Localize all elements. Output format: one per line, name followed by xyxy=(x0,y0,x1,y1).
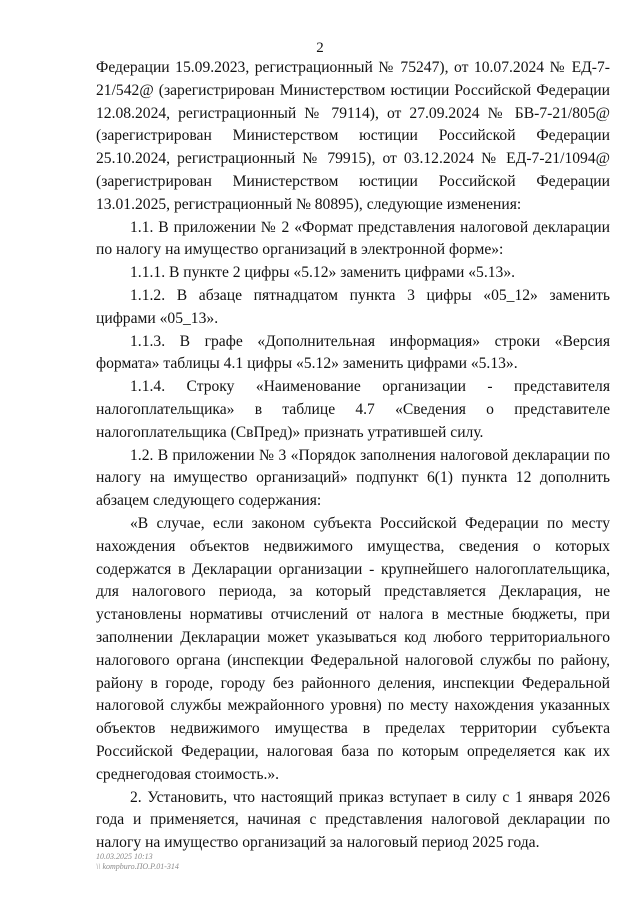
footer-file-path: \\ kompburo.ПО.Р.01-314 xyxy=(96,862,179,871)
print-stamp-footer xyxy=(96,852,179,872)
paragraph-quoted-addition: «В случае, если законом субъекта Российской Федерации по месту нахождения объектов недвижимого имущества, сведения о которых содержатся в Декларации организации - крупнейшего налогоплательщика, для налогового периода, за который представляется Декларация, не установлены нормативы отчислений от налога в местные бюджеты, при заполнении Декларации может указываться код любого территориального налогового органа (инспекции Федеральной налоговой службы по району, району в городе, городу без районного деления, инспекции Федеральной налоговой службы межрайонного уровня) по месту нахождения указанных объектов недвижимого имущества в пределах территории субъекта Российской Федерации, налоговая база по которым определяется как их среднегодовая стоимость.». xyxy=(96,514,610,783)
paragraph-1-2: 1.2. В приложении № 3 «Порядок заполнения налоговой декларации по налогу на имущество организаций» подпункт 6(1) пункта 12 дополнить абзацем следующего содержания: xyxy=(96,446,610,510)
paragraph-1-1-2: 1.1.2. В абзаце пятнадцатом пункта 3 цифры «05_12» заменить цифрами «05_13». xyxy=(96,286,610,327)
paragraph-1-1: 1.1. В приложении № 2 «Формат представления налоговой декларации по налогу на имущество организаций в электронной форме»: xyxy=(96,218,610,259)
paragraph-1-1-1: 1.1.1. В пункте 2 цифры «5.12» заменить цифрами «5.13». xyxy=(130,264,516,282)
page-number: 2 xyxy=(316,40,324,56)
paragraph-1-1-3: 1.1.3. В графе «Дополнительная информация» строки «Версия формата» таблицы 4.1 цифры «5.12» заменить цифрами «5.13». xyxy=(96,332,610,373)
paragraph-continuation: Федерации 15.09.2023, регистрационный № 75247), от 10.07.2024 № ЕД-7-21/542@ (зарегистрирован Министерством юстиции Российской Федерации 12.08.2024, регистрационный № 79114), от 27.09.2024 № БВ-7-21/805@ (зарегистрирован Министерством юстиции Российской Федерации 25.10.2024, регистрационный № 79915), от 03.12.2024 № ЕД-7-21/1094@ (зарегистрирован Министерством юстиции Российской Федерации 13.01.2025, регистрационный № 80895), следующие изменения: xyxy=(96,59,610,213)
paragraph-2: 2. Установить, что настоящий приказ вступает в силу с 1 января 2026 года и применяется, начиная с представления налоговой декларации по налогу на имущество организаций за налоговый период 2025 года. xyxy=(96,788,610,852)
paragraph-1-1-4: 1.1.4. Строку «Наименование организации - представителя налогоплательщика» в таблице 4.7 «Сведения о представителе налогоплательщика (СвПред)» признать утратившей силу. xyxy=(96,378,610,441)
footer-timestamp: 10.03.2025 10:13 xyxy=(96,852,153,861)
document-body xyxy=(96,57,610,855)
